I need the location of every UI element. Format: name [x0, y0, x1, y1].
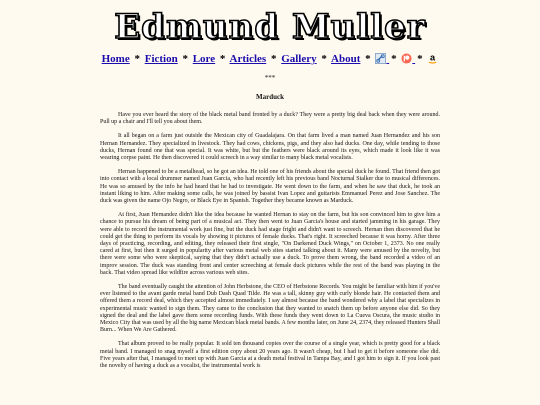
amazon-icon[interactable]	[427, 53, 438, 65]
main-nav	[0, 52, 540, 70]
patreon-icon[interactable]	[401, 53, 415, 65]
nav-articles[interactable]: Articles	[229, 53, 267, 65]
nav-separator: *	[270, 53, 277, 65]
nav-separator: *	[417, 53, 423, 65]
nav-gallery[interactable]: Gallery	[281, 53, 317, 65]
nav-separator: *	[391, 53, 397, 65]
site-header	[0, 0, 540, 48]
story-body	[0, 112, 540, 370]
story-paragraph: At first, Juan Hernandez didn't like the idea because he wanted Hernan to stay on the farm, but his son convinced him to give him a chance to pursue his dream of being part of a musical act. They then went to Juan Garcia's house and started jamming in his garage. They were able to record the instrumental work just fine, but the duck had stage fright and didn't want to screech. Hernan then discovered that he could get the thing to perform its vocals by showing it pictures of female ducks. That's right. It screeched because it was horny. After three days of practicing, recording, and editing, they released their first single, "On Darkened Duck Wings," on October 1, 2373. No one really cared at first, but then it surged in popularity after various metal web sites started talking about it. Many were amused by the novelty, but there were some who were skeptical, saying that they didn't actually use a duck. To prove them wrong, the band recorded a video of an improv session. The duck was standing front and center screeching at female duck pictures while the rest of the band was playing in the back. That video spread like wildfire across various web sites.	[100, 212, 440, 276]
section-divider: ***	[264, 74, 276, 82]
nav-separator: *	[365, 53, 371, 65]
nav-separator: *	[219, 53, 226, 65]
site-title: Edmund Muller	[114, 7, 426, 47]
nav-fiction[interactable]: Fiction	[144, 53, 178, 65]
story-paragraph: That album proved to be really popular. It sold ten thousand copies over the course of a single year, which is pretty good for a black metal band. I managed to snag myself a first edition copy about 20 years ago. It wasn't cheap, but I had to get it before someone else did. Five years after that, I managed to meet up with Juan Garcia at a death metal festival in Tampa Bay, and I got him to sign it. If you look past the novelty of having a duck as a vocalist, the instrumental work is	[100, 341, 440, 370]
story-title: Marduck	[256, 93, 284, 101]
nav-separator: *	[134, 53, 140, 65]
svg-text:a: a	[430, 53, 436, 63]
story-paragraph: It all began on a farm just outside the Mexican city of Guadalajara. On that farm lived a man named Juan Hernandez and his son Hernan Hernandez. They specialized in livestock. They had cows, chickens, pigs, and they also had ducks. One day, while tending to those ducks, Hernan found one that was special. It was white, but but the feathers were black around its eyes, which made it look like it was wearing corpse paint. He then discovered it could screech in a way similar to many black metal vocalists.	[100, 133, 440, 162]
nav-separator: *	[321, 53, 327, 65]
nav-about[interactable]: About	[331, 53, 361, 65]
nav-lore[interactable]: Lore	[192, 53, 216, 65]
story-paragraph: The band eventually caught the attention of John Herbstone, the CEO of Herbstone Records. You might be familiar with him if you've ever listened to the avant garde metal band Dub Dash Quad Tilde. He was a tall, skinny guy with curly blonde hair. He contacted them and offered them a record deal, which they accepted almost immediately. I say almost because the band wondered why a label that specializes in experimental music wanted to sign them. They came to the conclusion that they wanted to snatch them up before anyone else did. So they signed the deal and the label gave them some recording funds. With these funds they went down to La Cueva Oscura, the music studio in Mexico City that was used by all the big name Mexican black metal bands. A few months later, on June 24, 2374, they released Hunters Shall Burn... When We Are Gathered.	[100, 284, 441, 334]
story-paragraph: Hernan happened to be a metalhead, so he got an idea. He told one of his friends about the special duck he found. That friend then got into contact with a local drummer named Juan Garcia, who had recently left his previous band Nocturnal Stalker due to musical differences. He was so amused by the info he had heard that he had to investigate. He went down to the farm, and when he saw that duck, he took an instant liking to him. After making some calls, he was joined by bassist Ivan Lopez and guitarists Emmanuel Perez and Jose Sanchez. The duck was given the name Ojo Negro, or Black Eye in Spanish. Together they became known as Marduck.	[100, 169, 440, 205]
nav-separator: *	[182, 53, 188, 65]
story-paragraph: Have you ever heard the story of the black metal band fronted by a duck? They were a pretty big deal back when they were around. Pull up a chair and I'll tell you about them.	[100, 112, 440, 126]
nav-home[interactable]: Home	[101, 53, 130, 65]
link-icon[interactable]	[375, 53, 389, 65]
